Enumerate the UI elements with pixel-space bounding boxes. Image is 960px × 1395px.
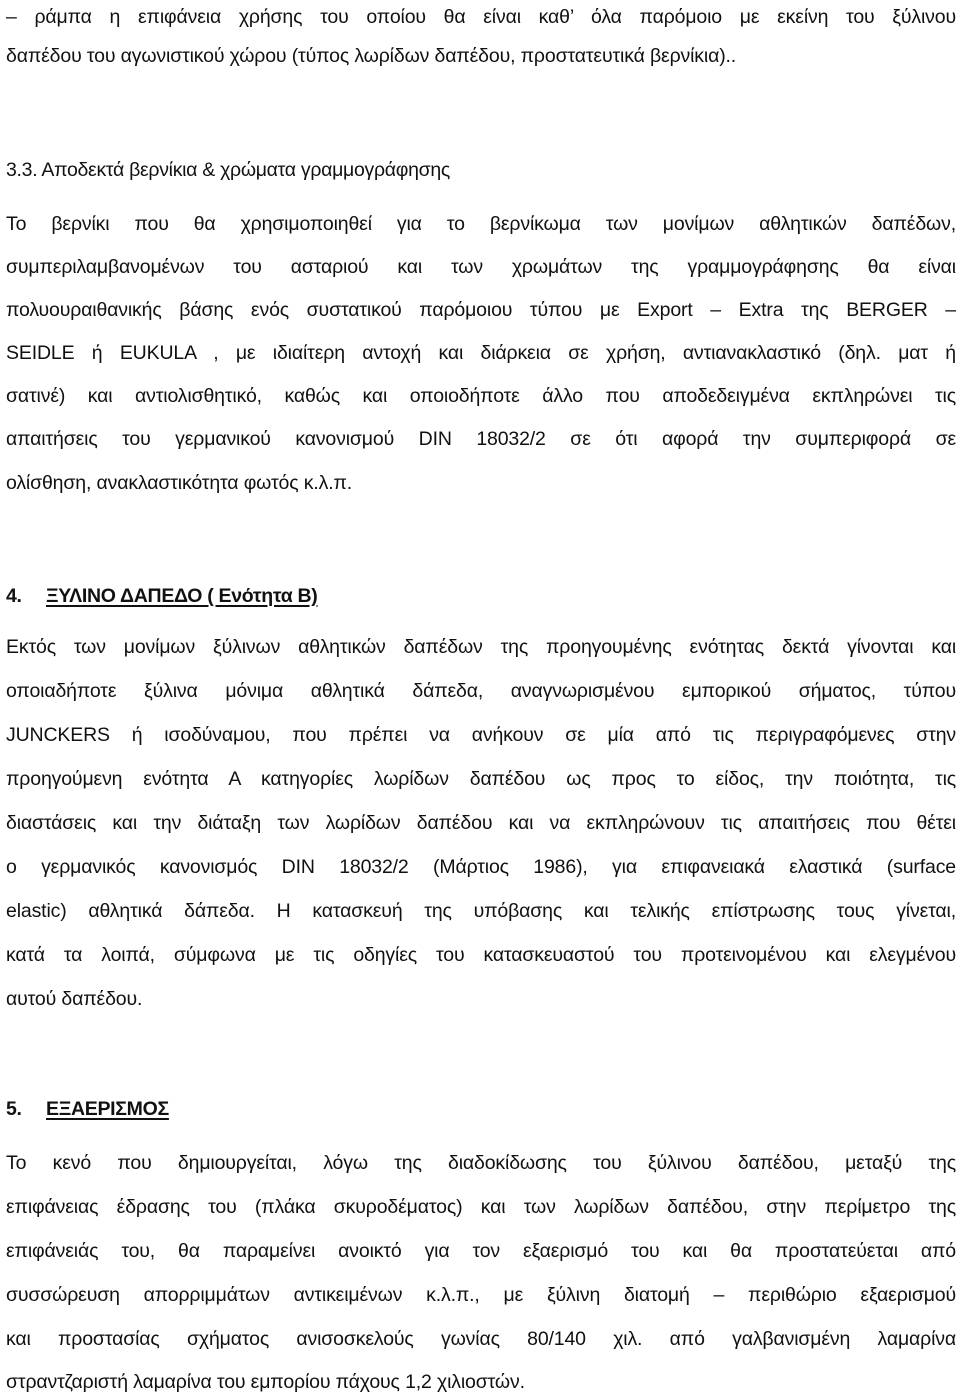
section-3-3-line-2: συμπεριλαμβανομένων του ασταριού και των χρωμάτων της γραμμογράφησης θα είναι	[6, 256, 956, 278]
section-4-line-2: οποιαδήποτε ξύλινα μόνιμα αθλητικά δάπεδα, αναγνωρισμένου εμπορικού σήματος, τύπου	[6, 680, 956, 702]
section-3-3-line-7: ολίσθηση, ανακλαστικότητα φωτός κ.λ.π.	[6, 472, 353, 494]
section-3-3-line-5: σατινέ) και αντιολισθητικό, καθώς και οποιοδήποτε άλλο που αποδεδειγμένα εκπληρώνει τις	[6, 385, 956, 407]
section-3-3-line-6: απαιτήσεις του γερμανικού κανονισμού DIN 18032/2 σε ότι αφορά την συμπεριφορά σε	[6, 428, 956, 450]
section-3-3-line-3: πολυουραιθανικής βάσης ενός συστατικού παρόμοιου τύπου με Export – Extra της BERGER –	[6, 299, 956, 321]
section-4-line-7: elastic) αθλητικά δάπεδα. Η κατασκευή της υπόβασης και τελικής επίστρωσης τους γίνεται,	[6, 900, 956, 922]
section-5-number: 5.	[6, 1098, 22, 1120]
section-4-line-5: διαστάσεις και την διάταξη των λωρίδων δαπέδου και να εκπληρώνουν τις απαιτήσεις που θέτει	[6, 812, 956, 834]
section-3-3-line-1: Το βερνίκι που θα χρησιμοποιηθεί για το βερνίκωμα των μονίμων αθλητικών δαπέδων,	[6, 213, 956, 235]
section-5-line-4: συσσώρευση απορριμμάτων αντικειμένων κ.λ.π., με ξύλινη διατομή – περιθώριο εξαερισμού	[6, 1284, 956, 1306]
intro-line-2: δαπέδου του αγωνιστικού χώρου (τύπος λωρίδων δαπέδου, προστατευτικά βερνίκια)..	[6, 45, 737, 67]
section-4-number: 4.	[6, 585, 22, 607]
section-5-line-6: στραντζαριστή λαμαρίνα του εμπορίου πάχους 1,2 χιλιοστών.	[6, 1371, 525, 1393]
section-5-heading	[6, 1096, 169, 1122]
section-5-title: ΕΞΑΕΡΙΣΜΟΣ	[46, 1098, 169, 1120]
section-5-line-2: επιφάνειας έδρασης του (πλάκα σκυροδέματος) και των λωρίδων δαπέδου, στην περίμετρο της	[6, 1196, 956, 1218]
section-5-line-1: Το κενό που δημιουργείται, λόγω της διαδοκίδωσης του ξύλινου δαπέδου, μεταξύ της	[6, 1152, 956, 1174]
section-4-line-6: ο γερμανικός κανονισμός DIN 18032/2 (Μάρτιος 1986), για επιφανειακά ελαστικά (surface	[6, 856, 956, 878]
section-3-3-line-4: SEIDLE ή EUKULA , με ιδιαίτερη αντοχή και διάρκεια σε χρήση, αντιανακλαστικό (δηλ. ματ ή	[6, 342, 956, 364]
section-4-line-4: προηγούμενη ενότητα Α κατηγορίες λωρίδων δαπέδου ως προς το είδος, την ποιότητα, τις	[6, 768, 956, 790]
section-4-line-9: αυτού δαπέδου.	[6, 988, 143, 1010]
section-4-heading	[6, 583, 318, 609]
section-5-line-3: επιφάνειάς του, θα παραμείνει ανοικτό για τον εξαερισμό του και θα προστατεύεται από	[6, 1240, 956, 1262]
section-4-line-8: κατά τα λοιπά, σύμφωνα με τις οδηγίες του κατασκευαστού του προτεινομένου και ελεγμένου	[6, 944, 956, 966]
intro-line-1: – ράμπα η επιφάνεια χρήσης του οποίου θα είναι καθ’ όλα παρόμοιο με εκείνη του ξύλινου	[6, 6, 956, 28]
section-3-3-title: 3.3. Αποδεκτά βερνίκια & χρώματα γραμμογράφησης	[6, 159, 450, 181]
section-4-line-1: Εκτός των μονίμων ξύλινων αθλητικών δαπέδων της προηγουμένης ενότητας δεκτά γίνονται και	[6, 636, 956, 658]
section-5-line-5: και προστασίας σχήματος ανισοσκελούς γωνίας 80/140 χιλ. από γαλβανισμένη λαμαρίνα	[6, 1328, 956, 1350]
section-4-title: ΞΥΛΙΝΟ ΔΑΠΕΔΟ ( Ενότητα Β)	[46, 585, 318, 607]
section-4-line-3: JUNCKERS ή ισοδύναμου, που πρέπει να ανήκουν σε μία από τις περιγραφόμενες στην	[6, 724, 956, 746]
